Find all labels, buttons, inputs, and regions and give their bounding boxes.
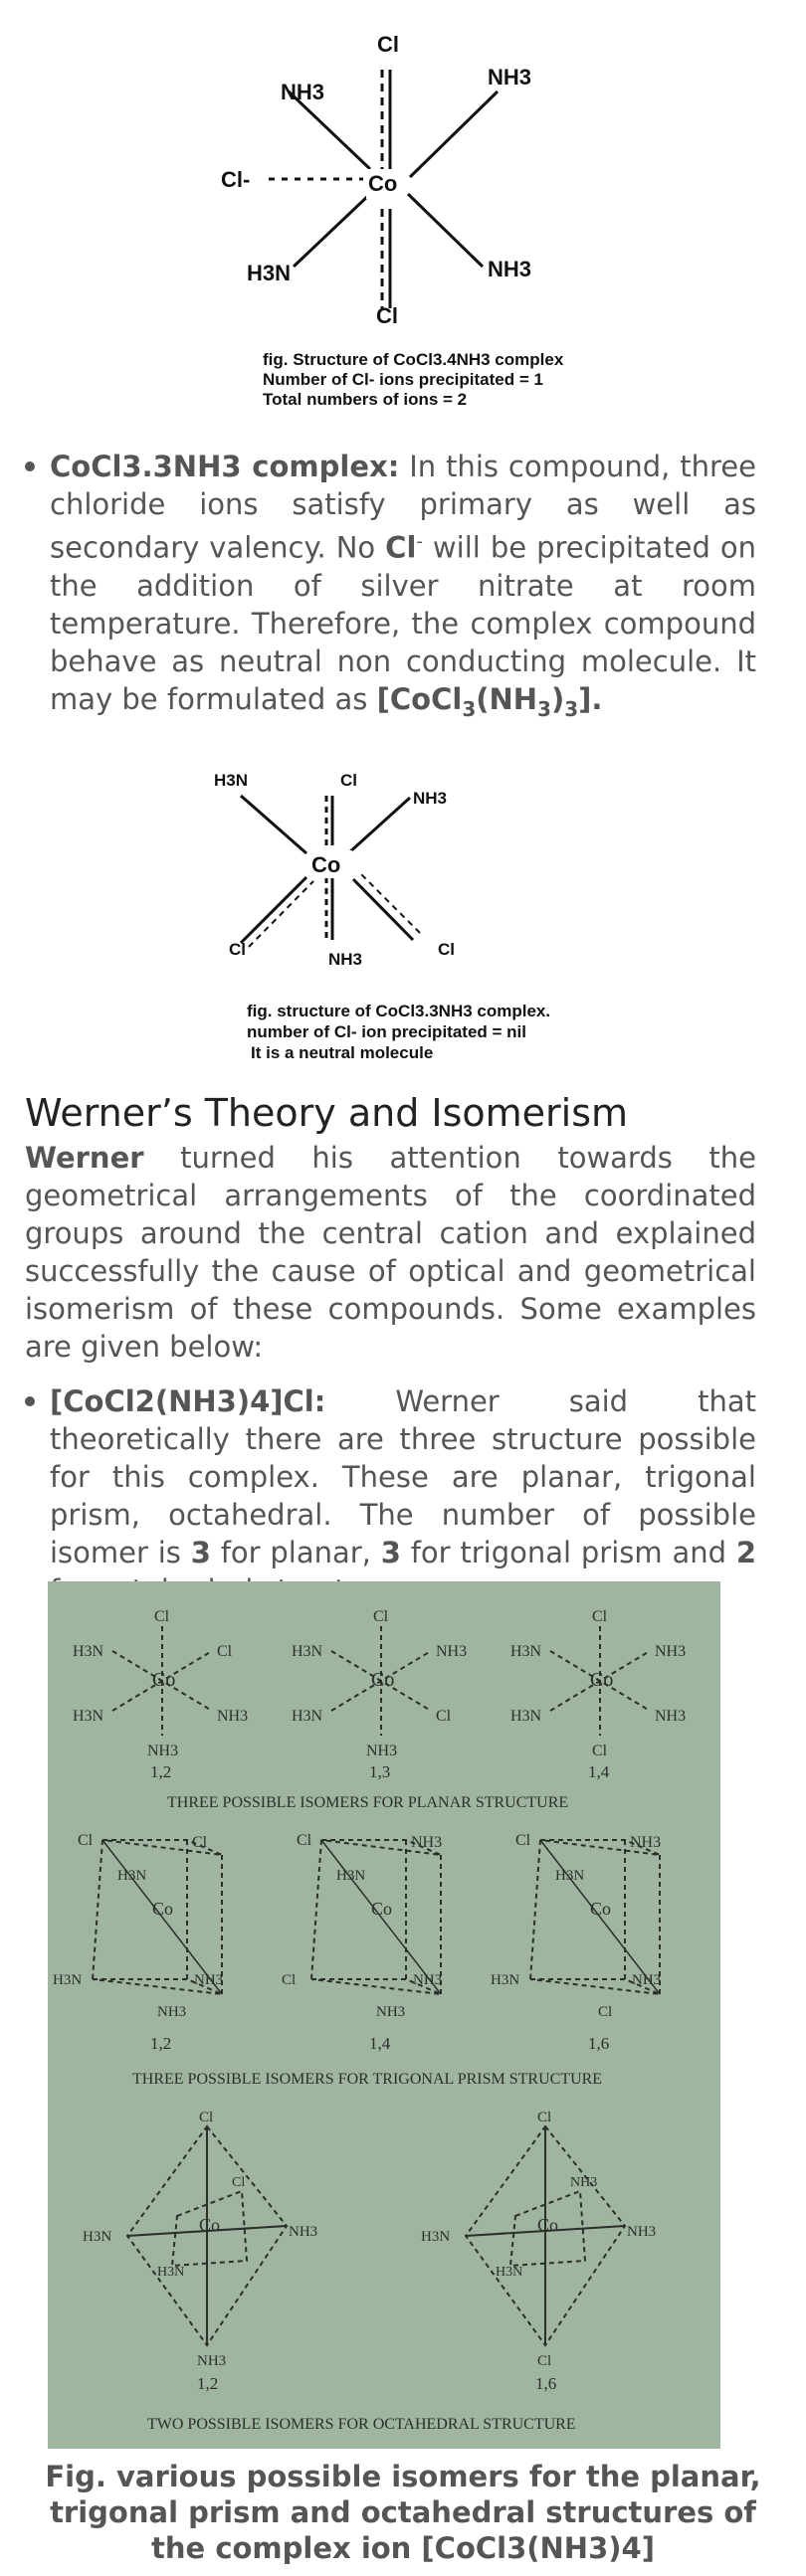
atom-h3n: H3N: [214, 771, 249, 790]
svg-text:Cl: Cl: [154, 1608, 170, 1625]
svg-text:NH3: NH3: [197, 2353, 227, 2369]
svg-text:Cl: Cl: [537, 2110, 552, 2125]
octahedral-isomer: [421, 2110, 656, 2369]
svg-text:H3N: H3N: [336, 1868, 366, 1884]
svg-text:H3N: H3N: [292, 1708, 323, 1725]
octahedral-isomer: [83, 2110, 317, 2369]
svg-text:Co: Co: [537, 2215, 559, 2235]
svg-text:NH3: NH3: [413, 1972, 443, 1988]
svg-text:Cl: Cl: [592, 1743, 608, 1759]
bullet-text: for planar,: [210, 1536, 381, 1569]
svg-text:Cl: Cl: [232, 2175, 246, 2190]
svg-text:Cl: Cl: [592, 1608, 608, 1625]
atom-cl-lower-right: Cl: [438, 940, 455, 959]
bullet-dot: [25, 1396, 35, 1406]
prism-label: 1,2: [150, 2034, 172, 2053]
atom-h3n-lower-left: H3N: [247, 261, 292, 285]
bullet-text: will be precipitated on the addition of silver nitrate at room temperature. Therefore, the complex compound behave as neutral non conducting molecule. It may be formulated as: [50, 530, 756, 716]
atom-cl-lower-left: Cl: [229, 940, 246, 959]
svg-text:H3N: H3N: [53, 1972, 83, 1988]
svg-text:Cl: Cl: [282, 1972, 297, 1988]
svg-text:NH3: NH3: [655, 1643, 687, 1660]
svg-text:H3N: H3N: [157, 2265, 185, 2280]
svg-text:NH3: NH3: [217, 1708, 249, 1725]
atom-cl-left: Cl-: [221, 167, 251, 192]
svg-text:NH3: NH3: [194, 1972, 224, 1988]
bullet-term: [CoCl2(NH3)4]Cl:: [50, 1384, 326, 1418]
figure2-caption-line: It is a neutral molecule: [251, 1043, 434, 1062]
svg-text:Cl: Cl: [217, 1643, 233, 1660]
svg-text:H3N: H3N: [73, 1643, 104, 1660]
atom-nh3-upper-left: NH3: [281, 80, 325, 104]
svg-text:Co: Co: [371, 1669, 395, 1691]
bullet-dot: [25, 461, 35, 471]
svg-text:Cl: Cl: [598, 2004, 613, 2020]
svg-text:NH3: NH3: [147, 1743, 179, 1759]
svg-text:H3N: H3N: [491, 1972, 520, 1988]
figure1-caption-line: Total numbers of ions = 2: [263, 390, 468, 409]
prism-label: 1,4: [369, 2034, 391, 2053]
octahedral-label: 1,6: [535, 2374, 557, 2393]
svg-text:NH3: NH3: [157, 2004, 187, 2020]
atom-nh3-lower-right: NH3: [488, 257, 532, 281]
atom-co: Co: [311, 852, 341, 877]
prism-label: 1,6: [588, 2034, 610, 2053]
svg-text:NH3: NH3: [632, 1972, 662, 1988]
planar-title: THREE POSSIBLE ISOMERS FOR PLANAR STRUCTURE: [167, 1794, 569, 1811]
isomer-count-prism: 3: [380, 1536, 401, 1569]
octahedral-label: 1,2: [197, 2374, 219, 2393]
figure2-caption-line: fig. structure of CoCl3.3NH3 complex.: [247, 1002, 551, 1020]
figure2-caption-line: number of Cl- ion precipitated = nil: [247, 1022, 526, 1041]
figure-cocl3-3nh3: [199, 756, 597, 1074]
svg-text:H3N: H3N: [510, 1643, 542, 1660]
atom-co: Co: [368, 171, 398, 196]
svg-text:NH3: NH3: [289, 2224, 318, 2240]
prism-title: THREE POSSIBLE ISOMERS FOR TRIGONAL PRISM STRUCTURE: [132, 2071, 603, 2088]
svg-text:NH3: NH3: [627, 2224, 657, 2240]
planar-label: 1,4: [588, 1762, 610, 1781]
svg-text:H3N: H3N: [555, 1868, 585, 1884]
svg-text:Cl: Cl: [297, 1832, 312, 1849]
isomers-photo: [48, 1581, 720, 2449]
octahedral-title: TWO POSSIBLE ISOMERS FOR OCTAHEDRAL STRUCTURE: [147, 2416, 576, 2433]
section-heading: Werner’s Theory and Isomerism: [25, 1091, 629, 1135]
paragraph-lead: Werner: [25, 1141, 144, 1175]
atom-nh3-bottom: NH3: [328, 950, 363, 969]
svg-text:Cl: Cl: [537, 2353, 552, 2369]
prism-isomer: [53, 1832, 223, 2020]
svg-text:NH3: NH3: [570, 2175, 598, 2190]
isomer-count-planar: 3: [190, 1536, 211, 1569]
svg-text:Cl: Cl: [436, 1708, 452, 1725]
svg-text:Co: Co: [152, 1899, 174, 1919]
svg-text:H3N: H3N: [83, 2229, 112, 2245]
isomer-count-octahedral: 2: [735, 1536, 757, 1569]
bullet-text: In this compound, three chloride ions satisfy primary as well as secondary valency. No: [50, 450, 756, 565]
prism-isomer: [282, 1832, 442, 2020]
figure1-caption-line: fig. Structure of CoCl3.4NH3 complex: [263, 350, 564, 369]
svg-text:Cl: Cl: [199, 2110, 214, 2125]
atom-nh3-upper-right: NH3: [488, 65, 532, 90]
svg-text:NH3: NH3: [655, 1708, 687, 1725]
bullet-cocl2-nh3-4: [25, 1382, 756, 1609]
planar-isomer: [292, 1608, 467, 1759]
figure-cocl3-4nh3: [199, 20, 617, 418]
svg-text:H3N: H3N: [510, 1708, 542, 1725]
atom-cl-top: Cl: [377, 32, 399, 57]
svg-text:H3N: H3N: [117, 1868, 147, 1884]
svg-text:Cl: Cl: [373, 1608, 389, 1625]
section-paragraph: [25, 1139, 756, 1366]
svg-text:H3N: H3N: [496, 2265, 523, 2280]
svg-text:NH3: NH3: [630, 1834, 662, 1851]
bullet-term: CoCl3.3NH3 complex:: [50, 450, 400, 483]
planar-isomer: [73, 1608, 248, 1759]
svg-text:Cl: Cl: [78, 1832, 94, 1849]
svg-text:Co: Co: [152, 1669, 176, 1691]
planar-isomer: [510, 1608, 686, 1759]
atom-cl-bottom: Cl: [376, 303, 398, 328]
svg-text:H3N: H3N: [73, 1708, 104, 1725]
svg-text:Cl: Cl: [192, 1834, 208, 1851]
atom-nh3-upper-right: NH3: [413, 789, 448, 808]
svg-text:NH3: NH3: [376, 2004, 406, 2020]
svg-text:H3N: H3N: [292, 1643, 323, 1660]
bullet-text: Werner said that theoretically there are three structure possible for this complex. These are planar, trigonal prism, octahedral. The number of possible isomer is: [50, 1384, 756, 1569]
svg-text:Co: Co: [590, 1669, 614, 1691]
bullet-cocl3-3nh3: [25, 448, 756, 727]
chloride-symbol: Cl: [385, 530, 417, 565]
svg-text:NH3: NH3: [411, 1834, 443, 1851]
bullet-text: for trigonal prism and: [400, 1536, 736, 1569]
svg-text:Cl: Cl: [515, 1832, 531, 1849]
prism-isomer: [491, 1832, 661, 2020]
paragraph-body: turned his attention towards the geometrical arrangements of the coordinated groups around the central cation and explained successfully the cause of optical and geometrical isomerism of these compounds. Some examples are given below:: [25, 1141, 756, 1364]
svg-text:Co: Co: [590, 1899, 612, 1919]
formula: $[CoCl_3(NH_3)_3]$.: [376, 681, 603, 721]
svg-text:Co: Co: [371, 1899, 393, 1919]
figure1-caption-line: Number of Cl- ions precipitated = 1: [263, 370, 543, 389]
svg-text:NH3: NH3: [366, 1743, 398, 1759]
svg-text:NH3: NH3: [436, 1643, 468, 1660]
planar-label: 1,2: [150, 1762, 172, 1781]
planar-label: 1,3: [369, 1762, 391, 1781]
figure-caption: Fig. various possible isomers for the planar, trigonal prism and octahedral structures of the complex ion [CoCl3(NH3)4]: [45, 2460, 761, 2565]
svg-text:Co: Co: [199, 2215, 221, 2235]
svg-text:H3N: H3N: [421, 2229, 451, 2245]
atom-cl-top: Cl: [340, 771, 357, 790]
chloride-charge: -: [416, 531, 423, 552]
